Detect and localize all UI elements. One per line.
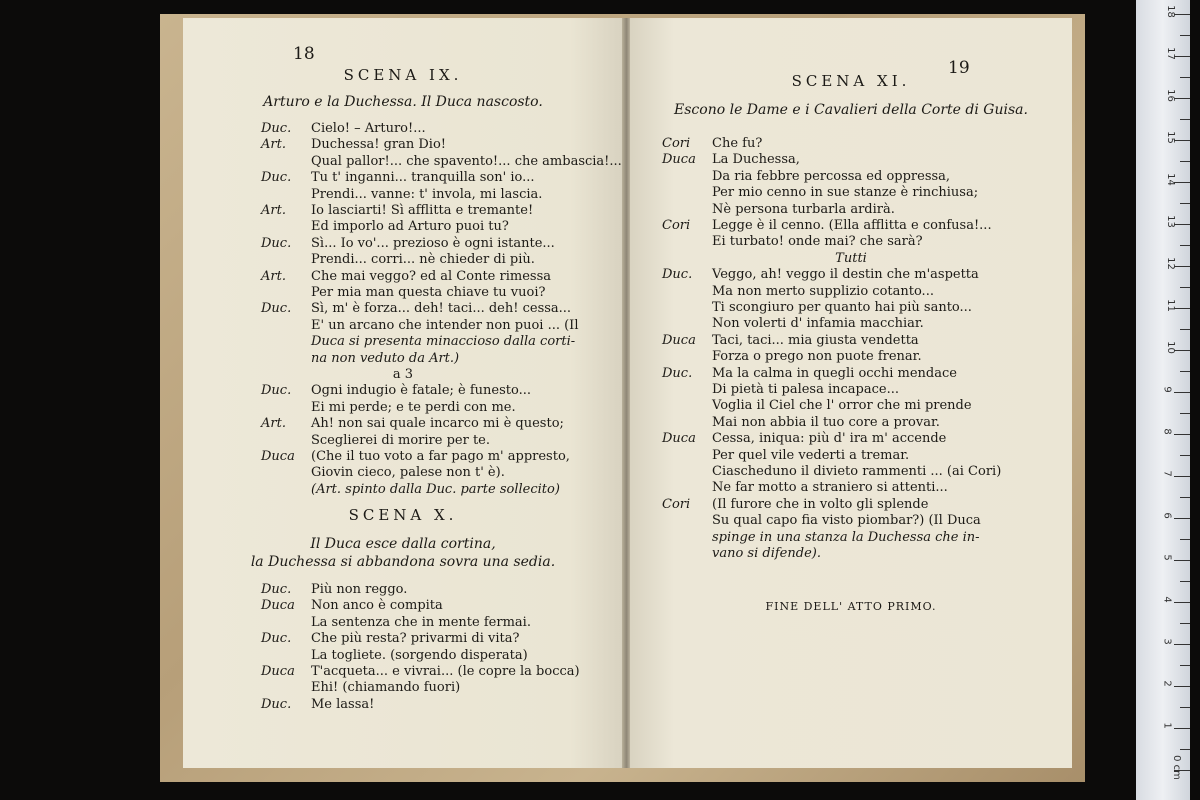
measuring-ruler xyxy=(1136,0,1190,800)
ruler-tick xyxy=(1174,602,1190,603)
speaker-label: Art. xyxy=(261,416,286,432)
verse-line: Che fu? xyxy=(712,136,763,151)
scene-xi-title: SCENA XI. xyxy=(791,72,911,90)
ruler-tick xyxy=(1174,728,1190,729)
ruler-half-tick xyxy=(1180,329,1190,330)
ruler-half-tick xyxy=(1180,665,1190,666)
verse-line: Per mio cenno in sue stanze è rinchiusa; xyxy=(712,185,979,201)
verse-line: na non veduto da Art.) xyxy=(311,350,460,366)
verse-line: Ehi! (chiamando fuori) xyxy=(311,680,461,696)
ruler-number: 1 xyxy=(1161,722,1173,729)
ruler-number: 9 xyxy=(1161,386,1173,393)
verse-line: Per quel vile vederti a tremar. xyxy=(712,447,910,463)
ruler-tick xyxy=(1174,56,1190,57)
verse-line: Prendi... corri... nè chieder di più. xyxy=(311,252,535,268)
ruler-tick xyxy=(1174,518,1190,519)
speaker-label: Duc. xyxy=(261,582,292,597)
ruler-half-tick xyxy=(1180,413,1190,414)
ruler-number: 2 xyxy=(1161,680,1173,687)
verse-line: La togliete. (sorgendo disperata) xyxy=(311,647,528,663)
verse-line: Tutti xyxy=(835,250,867,266)
ruler-tick xyxy=(1174,140,1190,141)
ruler-number: 17 xyxy=(1164,47,1176,60)
verse-line: Taci, taci... mia giusta vendetta xyxy=(712,332,919,348)
ruler-tick xyxy=(1174,350,1190,351)
ruler-number: 18 xyxy=(1164,5,1176,18)
speaker-label: Duca xyxy=(261,664,295,679)
verse-line: Più non reggo. xyxy=(311,582,408,597)
verse-line: Da ria febbre percossa ed oppressa, xyxy=(712,168,951,184)
verse-line: Duca si presenta minaccioso dalla corti- xyxy=(311,334,576,350)
verse-line: La Duchessa, xyxy=(712,152,800,168)
ruler-half-tick xyxy=(1180,497,1190,498)
verse-line: Ma la calma in quegli occhi mendace xyxy=(712,365,957,381)
ruler-number: 12 xyxy=(1164,257,1176,270)
ruler-number: 8 xyxy=(1161,428,1173,435)
ruler-tick xyxy=(1174,434,1190,435)
verse-line: (Il furore che in volto gli splende xyxy=(712,496,929,512)
end-of-act-note: FINE DELL' ATTO PRIMO. xyxy=(765,600,937,613)
ruler-number: 14 xyxy=(1164,173,1176,186)
ruler-half-tick xyxy=(1180,119,1190,120)
verse-line: Ah! non sai quale incarco mi è questo; xyxy=(311,416,564,432)
speaker-label: Duc. xyxy=(261,301,292,317)
verse-line: Ma non merto supplizio cotanto... xyxy=(712,283,934,299)
verse-line: Cessa, iniqua: più d' ira m' accende xyxy=(712,431,947,447)
verse-line: Sì, m' è forza... deh! taci... deh! cessa... xyxy=(311,301,572,317)
verse-line: Per mia man questa chiave tu vuoi? xyxy=(311,285,546,300)
ruler-half-tick xyxy=(1180,77,1190,78)
speaker-label: Cori xyxy=(662,218,691,233)
verse-line: Su qual capo fia visto piombar?) (Il Duca xyxy=(712,513,981,529)
verse-line: (Che il tuo voto a far pago m' appresto, xyxy=(311,449,570,464)
speaker-label: Duc. xyxy=(261,383,292,399)
ruler-number: 7 xyxy=(1161,470,1173,477)
verse-line: E' un arcano che intender non puoi ... (Il xyxy=(311,317,579,333)
verse-line: Forza o prego non puote frenar. xyxy=(712,349,922,365)
speaker-label: Art. xyxy=(261,137,286,153)
speaker-label: Duca xyxy=(261,598,295,614)
speaker-label: Duc. xyxy=(261,235,292,251)
ruler-tick xyxy=(1174,644,1190,645)
verse-line: T'acqueta... e vivrai... (le copre la bocca) xyxy=(311,664,580,679)
verse-line: Nè persona turbarla ardirà. xyxy=(712,201,895,217)
ruler-number: 10 xyxy=(1164,341,1176,354)
ruler-number: 0 cm xyxy=(1170,755,1182,780)
ruler-tick xyxy=(1174,182,1190,183)
ruler-number: 16 xyxy=(1164,89,1176,102)
speaker-label: Duca xyxy=(662,431,696,447)
verse-line: Mai non abbia il tuo core a provar. xyxy=(712,414,940,430)
verse-line: Io lasciarti! Sì afflitta e tremante! xyxy=(311,203,534,218)
speaker-label: Art. xyxy=(261,268,286,284)
ruler-half-tick xyxy=(1180,371,1190,372)
verse-line: Voglia il Ciel che l' orror che mi prende xyxy=(712,398,972,414)
ruler-number: 11 xyxy=(1164,299,1176,312)
verse-line: Non volerti d' infamia macchiar. xyxy=(712,316,924,332)
ruler-tick xyxy=(1174,266,1190,267)
verse-line: Non anco è compita xyxy=(311,598,443,614)
ruler-half-tick xyxy=(1180,35,1190,36)
verse-line: spinge in una stanza la Duchessa che in- xyxy=(712,529,980,545)
speaker-label: Duc. xyxy=(662,267,693,283)
ruler-half-tick xyxy=(1180,287,1190,288)
ruler-tick xyxy=(1174,476,1190,477)
ruler-half-tick xyxy=(1180,203,1190,204)
ruler-half-tick xyxy=(1180,245,1190,246)
verse-line: (Art. spinto dalla Duc. parte sollecito) xyxy=(311,481,560,497)
verse-line: Ed imporlo ad Arturo puoi tu? xyxy=(311,219,509,235)
speaker-label: Duca xyxy=(261,449,295,464)
ruler-half-tick xyxy=(1180,539,1190,540)
verse-line: Sì... Io vo'... prezioso è ogni istante... xyxy=(311,235,555,251)
ruler-tick xyxy=(1174,224,1190,225)
ruler-number: 15 xyxy=(1164,131,1176,144)
verse-line: Che mai veggo? ed al Conte rimessa xyxy=(311,268,551,284)
ruler-tick xyxy=(1174,14,1190,15)
ruler-tick xyxy=(1174,98,1190,99)
verse-line: Sceglierei di morire per te. xyxy=(311,432,490,448)
verse-line: Ei turbato! onde mai? che sarà? xyxy=(712,234,923,250)
page-number-left: 18 xyxy=(293,44,315,64)
verse-line: Prendi... vanne: t' invola, mi lascia. xyxy=(311,186,543,202)
verse-line: Legge è il cenno. (Ella afflitta e confusa!... xyxy=(712,218,992,233)
ruler-number: 6 xyxy=(1161,512,1173,519)
verse-line: La sentenza che in mente fermai. xyxy=(311,614,531,630)
speaker-label: Duc. xyxy=(662,365,693,381)
verse-line: Tu t' inganni... tranquilla son' io... xyxy=(311,170,535,186)
ruler-half-tick xyxy=(1180,707,1190,708)
ruler-tick xyxy=(1174,308,1190,309)
speaker-label: Cori xyxy=(662,136,691,151)
verse-line: Cielo! – Arturo!... xyxy=(311,121,426,136)
verse-line: Di pietà ti palesa incapace... xyxy=(712,382,899,397)
verse-line: Ciascheduno il divieto rammenti ... (ai Cori) xyxy=(712,464,1002,479)
verse-line: Giovin cieco, palese non t' è). xyxy=(311,465,505,481)
speaker-label: Duc. xyxy=(261,121,292,136)
verse-line: Ne far motto a straniero si attenti... xyxy=(712,480,948,496)
ruler-half-tick xyxy=(1180,161,1190,162)
verse-line: Ogni indugio è fatale; è funesto... xyxy=(311,383,531,399)
verse-line: Qual pallor!... che spavento!... che ambascia!... xyxy=(311,153,622,169)
verse-line: Ti scongiuro per quanto hai più santo... xyxy=(712,300,972,315)
scene-ix-direction: Arturo e la Duchessa. Il Duca nascosto. xyxy=(263,94,543,110)
verse-line: a 3 xyxy=(392,367,414,382)
speaker-label: Duc. xyxy=(261,170,292,186)
left-page xyxy=(183,18,623,768)
page-number-right: 19 xyxy=(948,58,970,78)
verse-line: Veggo, ah! veggo il destin che m'aspetta xyxy=(712,267,979,283)
verse-line: Ei mi perde; e te perdi con me. xyxy=(311,399,516,415)
speaker-label: Duca xyxy=(662,332,696,348)
ruler-half-tick xyxy=(1180,581,1190,582)
speaker-label: Duc. xyxy=(261,696,292,712)
speaker-label: Cori xyxy=(662,496,691,512)
speaker-label: Duca xyxy=(662,152,696,168)
scene-x-direction-1: Il Duca esce dalla cortina, xyxy=(310,536,496,552)
scene-x-title: SCENA X. xyxy=(348,506,458,524)
ruler-number: 4 xyxy=(1161,596,1173,603)
verse-line: Me lassa! xyxy=(311,696,375,712)
ruler-half-tick xyxy=(1180,455,1190,456)
ruler-tick xyxy=(1174,560,1190,561)
ruler-tick xyxy=(1174,686,1190,687)
right-page xyxy=(630,18,1072,768)
ruler-number: 13 xyxy=(1164,215,1176,228)
verse-line: vano si difende). xyxy=(712,546,821,561)
scene-x-direction-2: la Duchessa si abbandona sovra una sedia. xyxy=(250,554,556,570)
scene-ix-title: SCENA IX. xyxy=(343,66,463,84)
ruler-number: 3 xyxy=(1161,638,1173,645)
speaker-label: Duc. xyxy=(261,631,292,647)
speaker-label: Art. xyxy=(261,203,286,218)
scene-xi-direction: Escono le Dame e i Cavalieri della Corte di Guisa. xyxy=(674,102,1028,118)
ruler-half-tick xyxy=(1180,749,1190,750)
ruler-tick xyxy=(1174,392,1190,393)
verse-line: Duchessa! gran Dio! xyxy=(311,137,447,153)
verse-line: Che più resta? privarmi di vita? xyxy=(311,631,520,647)
ruler-half-tick xyxy=(1180,623,1190,624)
ruler-number: 5 xyxy=(1161,554,1173,561)
